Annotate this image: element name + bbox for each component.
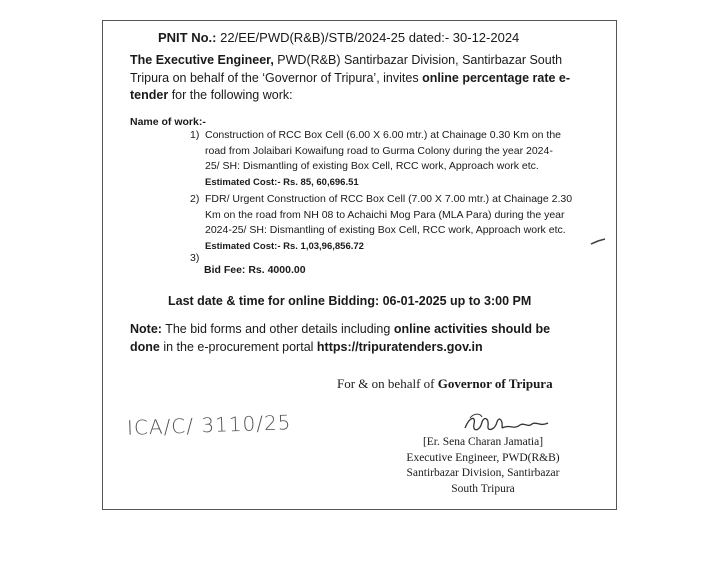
work-item-2-line: Km on the road from NH 08 to Achaichi Mog Para (MLA Para) during the year [205, 208, 565, 221]
intro-line3-rest: for the following work: [171, 88, 293, 102]
signatory-block [383, 435, 583, 497]
signatory-division: Santirbazar Division, Santirbazar [406, 467, 560, 479]
name-of-work-label: Name of work:- [130, 116, 206, 128]
work-item-1-line: road from Jolaibari Kowaifung road to Gurma Colony during the year 2024- [205, 144, 553, 157]
work-item-1-number: 1) [190, 129, 200, 141]
last-date-value: 06-01-2025 up to 3:00 PM [382, 294, 532, 308]
work-item-1 [205, 128, 561, 190]
portal-url: https://tripuratenders.gov.in [316, 339, 483, 354]
work-item-2 [205, 192, 572, 254]
behalf-prefix: For & on behalf of [337, 376, 435, 391]
intro-line3-bold: tender [130, 88, 169, 102]
work-item-2-line: 2024-25/ SH: Dismantling of existing Box Cell, RCC work, Approach work etc. [205, 224, 566, 236]
note-label: Note: [130, 322, 162, 336]
work-item-3-number: 3) [190, 252, 200, 264]
handwritten-reference: ICA/C/ 3110/25 [126, 410, 292, 440]
intro-paragraph [130, 52, 570, 105]
signatory-name: [Er. Sena Charan Jamatia] [422, 436, 544, 448]
note-paragraph [130, 321, 550, 356]
pen-mark-icon [590, 237, 606, 247]
work-item-1-line: 25/ SH: Dismantling of existing Box Cell, RCC work, Approach work etc. [205, 160, 539, 172]
behalf-line [337, 376, 553, 392]
work-item-2-cost: Estimated Cost:- Rs. 1,03,96,856.72 [205, 240, 364, 252]
behalf-governor: Governor of Tripura [437, 376, 553, 391]
intro-line2-bold: online percentage rate e- [422, 70, 571, 85]
bid-fee: Bid Fee: Rs. 4000.00 [204, 264, 306, 276]
signature-icon [462, 410, 552, 438]
work-item-2-number: 2) [190, 193, 200, 205]
notice-title [158, 30, 519, 45]
note-text2: in the e-procurement portal [163, 339, 314, 354]
work-item-1-cost: Estimated Cost:- Rs. 85, 60,696.51 [205, 176, 359, 188]
notice-title-value: 22/EE/PWD(R&B)/STB/2024-25 dated:- 30-12-2024 [220, 30, 520, 45]
note-text1: The bid forms and other details including [165, 322, 391, 336]
signatory-designation: Executive Engineer, PWD(R&B) [406, 451, 560, 464]
last-date-label: Last date & time for online Bidding: [168, 294, 380, 308]
work-item-1-line: Construction of RCC Box Cell (6.00 X 6.00 mtr.) at Chainage 0.30 Km on the [205, 129, 562, 141]
intro-line2: Tripura on behalf of the ‘Governor of Tripura’, invites [130, 70, 419, 85]
intro-line1-rest: PWD(R&B) Santirbazar Division, Santirbazar South [277, 53, 563, 67]
last-date [168, 293, 531, 311]
intro-line1-bold: The Executive Engineer, [130, 53, 274, 67]
notice-title-label: PNIT No.: [158, 30, 217, 45]
note-text1-bold: online activities should be [393, 322, 551, 336]
note-line2-bold: done [130, 339, 160, 354]
signatory-location: South Tripura [451, 482, 515, 495]
work-item-2-line: FDR/ Urgent Construction of RCC Box Cell (7.00 X 7.00 mtr.) at Chainage 2.30 [205, 193, 573, 205]
